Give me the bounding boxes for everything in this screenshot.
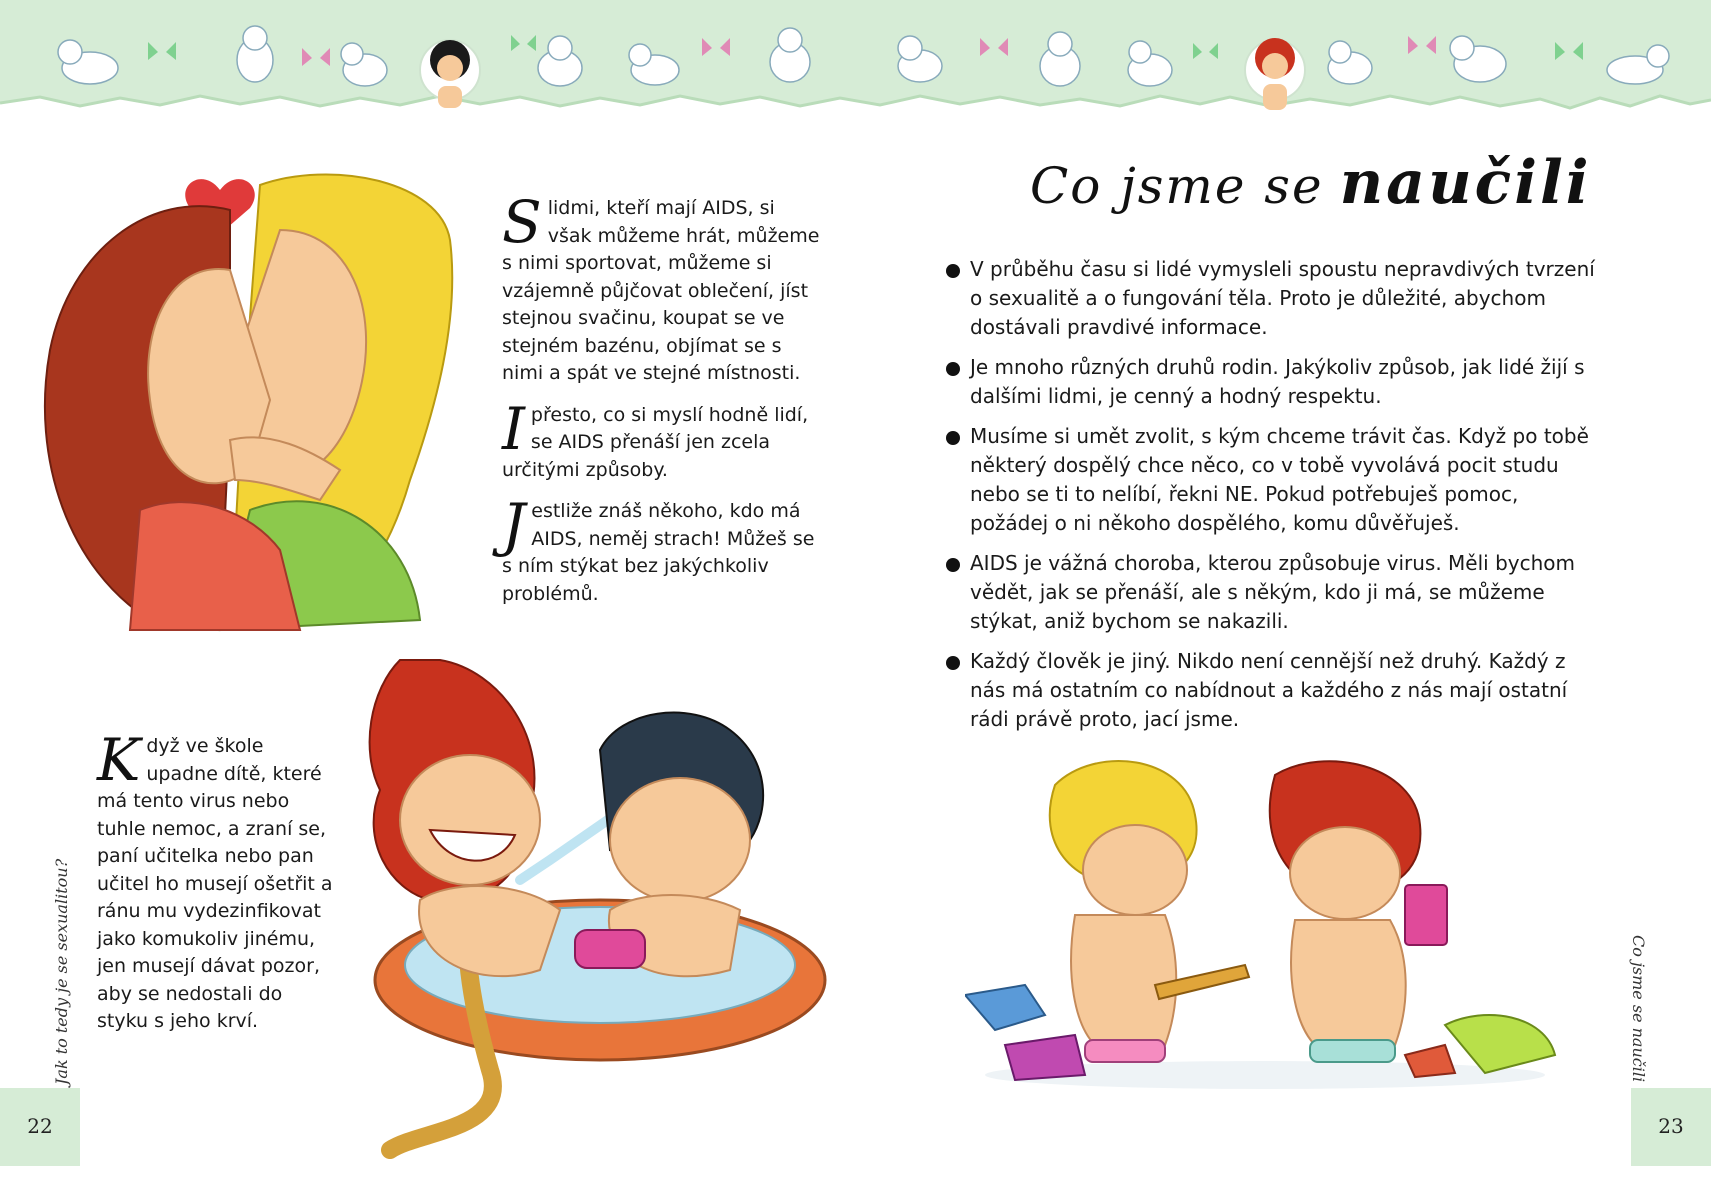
bullet-list (940, 255, 1600, 745)
paragraph: Ipřesto, co si myslí hodně lidí, se AIDS přenáší jen zcela určitými způsoby. (502, 394, 809, 481)
top-banner (0, 0, 1711, 125)
list-item: Každý člověk je jiný. Nikdo není cennější než druhý. Každý z nás má ostatním co nabídnout a každého z nás mají ostatní rádi právě proto, jací jsme. (940, 647, 1600, 734)
dropcap: S (502, 188, 542, 256)
paragraph: Slidmi, kteří mají AIDS, si však můžeme hrát, můžeme s nimi sportovat, můžeme si vzájemně půjčovat oblečení, jíst stejnou svačinu, koupat se ve stejném bazénu, objímat se s nimi a spát ve stejné místnosti. (502, 188, 820, 384)
page-number-tab-right (1631, 1088, 1711, 1166)
undressed-kids-illustration (965, 755, 1565, 1099)
left-side-caption: Jak to tedy je se sexualitou? (52, 858, 71, 1085)
right-side-caption: Co jsme se naučili (1629, 935, 1648, 1083)
title-part-1: Co jsme se (1030, 157, 1324, 215)
page-number: 22 (27, 1114, 53, 1138)
bullet-icon (946, 264, 960, 278)
kissing-couple-illustration (30, 150, 460, 654)
list-item: Je mnoho různých druhů rodin. Jakýkoliv způsob, jak lidé žijí s dalšími lidmi, je cenný a hodný respektu. (940, 353, 1600, 411)
dropcap: I (502, 394, 525, 463)
dropcap: K (97, 726, 141, 794)
title-part-2: naučili (1339, 148, 1592, 218)
list-item: AIDS je vážná choroba, kterou způsobuje virus. Měli bychom vědět, jak se přenáší, ale s někým, kdo ji má, se můžeme stýkat, aniž bychom se nakazili. (940, 549, 1600, 636)
bullet-icon (946, 656, 960, 670)
bullet-icon (946, 362, 960, 376)
bullet-icon (946, 558, 960, 572)
page-number-tab-left (0, 1088, 80, 1166)
left-column-a (502, 188, 822, 622)
paragraph: Jestliže znáš někoho, kdo má AIDS, neměj strach! Můžeš se s ním stýkat bez jakýchkoliv problémů. (502, 491, 815, 605)
bullet-icon (946, 431, 960, 445)
banner-graphic (0, 0, 1711, 125)
list-item: Musíme si umět zvolit, s kým chceme trávit čas. Když po tobě některý dospělý chce něco, co v tobě vyvolává pocit studu nebo se ti to nelíbí, řekni NE. Pokud potřebuješ pomoc, požádej o ni někoho dospělého, komu důvěřuješ. (940, 422, 1600, 538)
paragraph: Když ve škole upadne dítě, které má tento virus nebo tuhle nemoc, a zraní se, paní učitelka nebo pan učitel ho musejí ošetřit a ránu mu vydezinfikovat jako komukoliv jinému, jen musejí dávat pozor, aby se nedostali do styku s jeho krví. (97, 726, 333, 1032)
pool-kids-illustration (360, 650, 860, 1174)
list-item: V průběhu času si lidé vymysleli spoustu nepravdivých tvrzení o sexualitě a o fungování těla. Proto je důležité, abychom dostávali pravdivé informace. (940, 255, 1600, 342)
dropcap: J (502, 491, 526, 559)
page-title (1030, 148, 1592, 218)
left-column-b (97, 726, 339, 1050)
page-number: 23 (1658, 1114, 1684, 1138)
